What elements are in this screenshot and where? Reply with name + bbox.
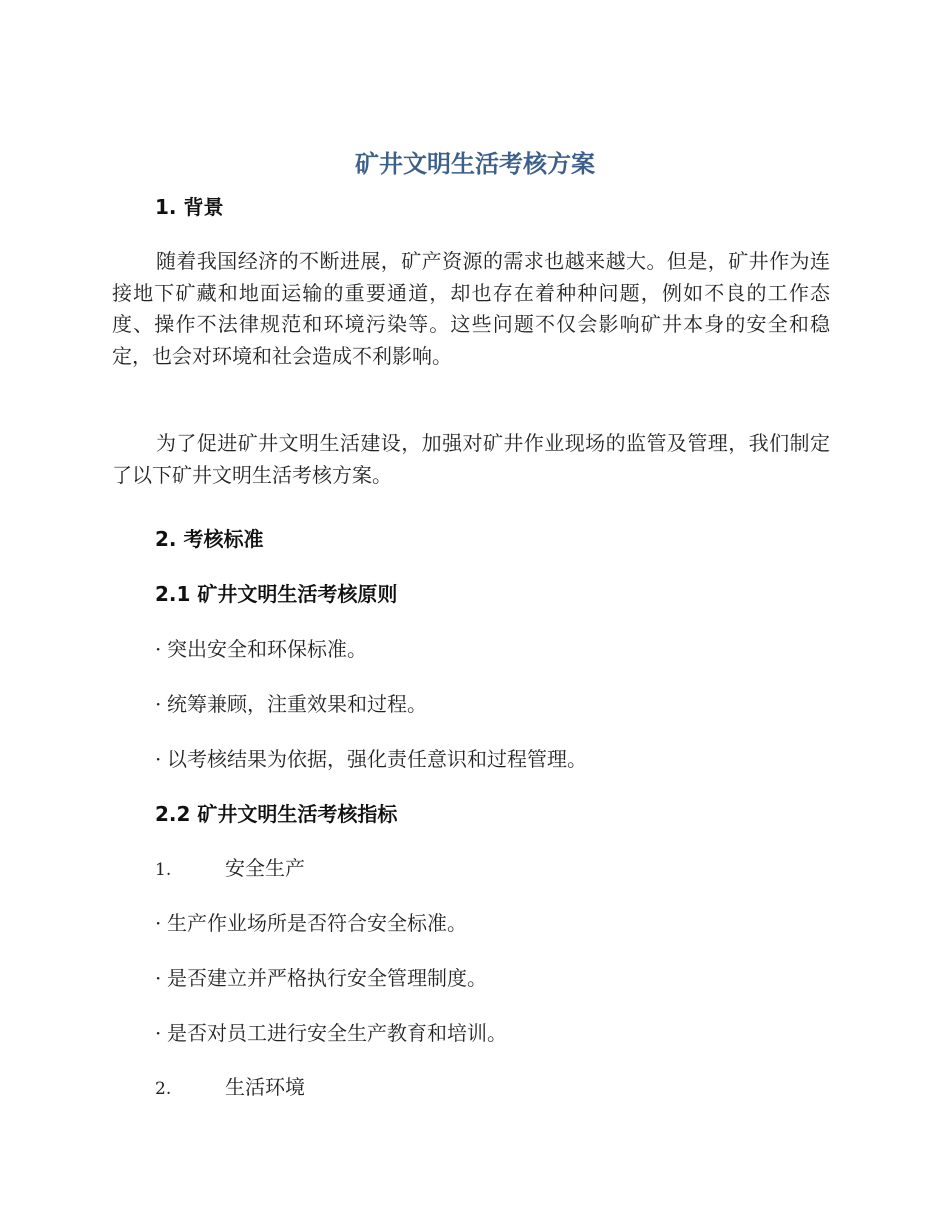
item-number: 2. [155,1079,172,1099]
subsection-heading-principles: 2.1 矿井文明生活考核原则 [155,582,398,606]
list-item-text: 以考核结果为依据，强化责任意识和过程管理。 [167,747,587,771]
subsection-heading-indicators: 2.2 矿井文明生活考核指标 [155,802,398,826]
bullet-dot: · [155,911,162,935]
list-item [155,745,587,773]
bullet-dot: · [155,1021,162,1045]
list-item-text: 生产作业场所是否符合安全标准。 [167,911,467,935]
section-heading-background: 1. 背景 [155,195,224,219]
numbered-item-living-environment [155,1073,305,1103]
bullet-dot: · [155,692,162,716]
section-heading-standards: 2. 考核标准 [155,527,264,551]
list-item-text: 是否建立并严格执行安全管理制度。 [167,966,487,990]
item-label: 安全生产 [225,856,305,880]
list-item-text: 突出安全和环保标准。 [167,637,367,661]
item-number: 1. [155,860,172,880]
list-item [155,635,367,663]
item-label: 生活环境 [225,1075,305,1099]
list-item [155,964,487,992]
bullet-dot: · [155,747,162,771]
background-paragraph-1: 随着我国经济的不断进展，矿产资源的需求也越来越大。但是，矿井作为连接地下矿藏和地面运输的重要通道，却也存在着种种问题，例如不良的工作态度、操作不法律规范和环境污染等。这些问题不仅会影响矿井本身的安全和稳定，也会对环境和社会造成不利影响。 [112,249,830,368]
list-item [155,909,467,937]
background-paragraph-2: 为了促进矿井文明生活建设，加强对矿井作业现场的监管及管理，我们制定了以下矿井文明生活考核方案。 [112,431,830,487]
list-item-text: 是否对员工进行安全生产教育和培训。 [167,1021,507,1045]
bullet-dot: · [155,966,162,990]
list-item [155,1019,507,1047]
numbered-item-safety [155,854,305,884]
bullet-dot: · [155,637,162,661]
document-title: 矿井文明生活考核方案 [355,150,595,178]
list-item [155,690,427,718]
list-item-text: 统筹兼顾，注重效果和过程。 [167,692,427,716]
